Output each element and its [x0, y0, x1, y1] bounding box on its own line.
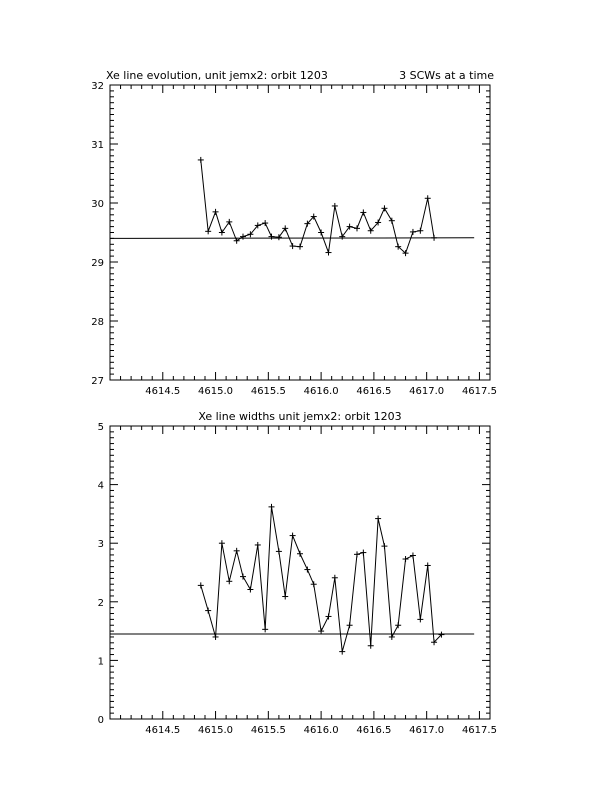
x-tick-label: 4615.0	[198, 725, 234, 736]
x-tick-label: 4617.5	[461, 386, 497, 397]
data-point	[226, 219, 232, 225]
data-point	[290, 243, 296, 249]
x-tick-label: 4617.0	[409, 386, 445, 397]
x-tick-label: 4616.0	[303, 386, 339, 397]
reference-line	[110, 238, 474, 239]
data-point	[290, 533, 296, 539]
data-point	[282, 594, 288, 600]
y-tick-label: 32	[91, 81, 104, 92]
data-point	[198, 582, 204, 588]
y-tick-label: 1	[97, 656, 104, 668]
data-point	[403, 556, 409, 562]
x-tick-label: 4614.5	[145, 725, 181, 736]
chart-subtitle: 3 SCWs at a time	[399, 69, 494, 82]
data-point	[368, 643, 374, 649]
data-point	[276, 548, 282, 554]
plot-panel-lower	[98, 410, 497, 736]
data-point	[205, 228, 211, 234]
data-point	[417, 616, 423, 622]
x-tick-label: 4617.0	[409, 725, 445, 736]
y-tick-label: 0	[97, 715, 104, 726]
data-point	[318, 230, 324, 236]
data-point	[262, 626, 268, 632]
data-point	[431, 235, 437, 241]
x-tick-label: 4614.5	[145, 386, 181, 397]
plot-frame	[110, 426, 490, 719]
data-point	[297, 551, 303, 557]
data-point	[425, 195, 431, 201]
data-point	[395, 622, 401, 628]
data-point	[360, 209, 366, 215]
x-tick-label: 4615.0	[198, 386, 234, 397]
data-point	[381, 205, 387, 211]
data-point	[332, 575, 338, 581]
data-point	[269, 504, 275, 510]
x-tick-label: 4616.0	[303, 725, 339, 736]
data-point	[255, 542, 261, 548]
data-series-line	[201, 160, 434, 253]
x-tick-label: 4616.5	[356, 725, 392, 736]
data-point	[332, 203, 338, 209]
data-point	[262, 220, 268, 226]
chart-title: Xe line widths unit jemx2: orbit 1203	[198, 410, 402, 423]
x-tick-label: 4615.5	[250, 386, 286, 397]
y-tick-label: 2	[97, 597, 104, 609]
data-point	[354, 225, 360, 231]
data-point	[234, 548, 240, 554]
data-point	[269, 234, 275, 240]
chart-title: Xe line evolution, unit jemx2: orbit 1203	[106, 69, 328, 82]
data-point	[205, 608, 211, 614]
data-point	[213, 634, 219, 640]
data-point	[347, 622, 353, 628]
data-point	[240, 574, 246, 580]
x-tick-label: 4616.5	[356, 386, 392, 397]
data-point	[240, 234, 246, 240]
data-point	[410, 553, 416, 559]
data-point	[226, 578, 232, 584]
data-point	[326, 250, 332, 256]
data-point	[318, 628, 324, 634]
data-point	[417, 228, 423, 234]
data-point	[247, 586, 253, 592]
y-tick-label: 28	[91, 317, 104, 328]
x-tick-label: 4615.5	[250, 725, 286, 736]
data-point	[198, 157, 204, 163]
data-point	[326, 613, 332, 619]
y-tick-label: 30	[91, 199, 104, 210]
data-point	[339, 649, 345, 655]
y-tick-label: 31	[91, 140, 104, 151]
data-point	[389, 218, 395, 224]
data-point	[219, 540, 225, 546]
y-tick-label: 5	[97, 422, 104, 433]
y-tick-label: 27	[91, 376, 104, 387]
data-point	[389, 634, 395, 640]
data-point	[410, 229, 416, 235]
y-tick-label: 4	[97, 480, 104, 492]
data-point	[304, 567, 310, 573]
data-point	[311, 581, 317, 587]
y-tick-label: 3	[97, 539, 104, 551]
x-tick-label: 4617.5	[461, 725, 497, 736]
data-point	[360, 550, 366, 556]
data-point	[297, 244, 303, 250]
data-point	[219, 230, 225, 236]
data-point	[213, 209, 219, 215]
data-point	[381, 543, 387, 549]
data-point	[425, 562, 431, 568]
y-tick-label: 29	[91, 258, 104, 269]
data-point	[375, 516, 381, 522]
plot-panel-upper	[91, 69, 497, 397]
data-point	[354, 551, 360, 557]
